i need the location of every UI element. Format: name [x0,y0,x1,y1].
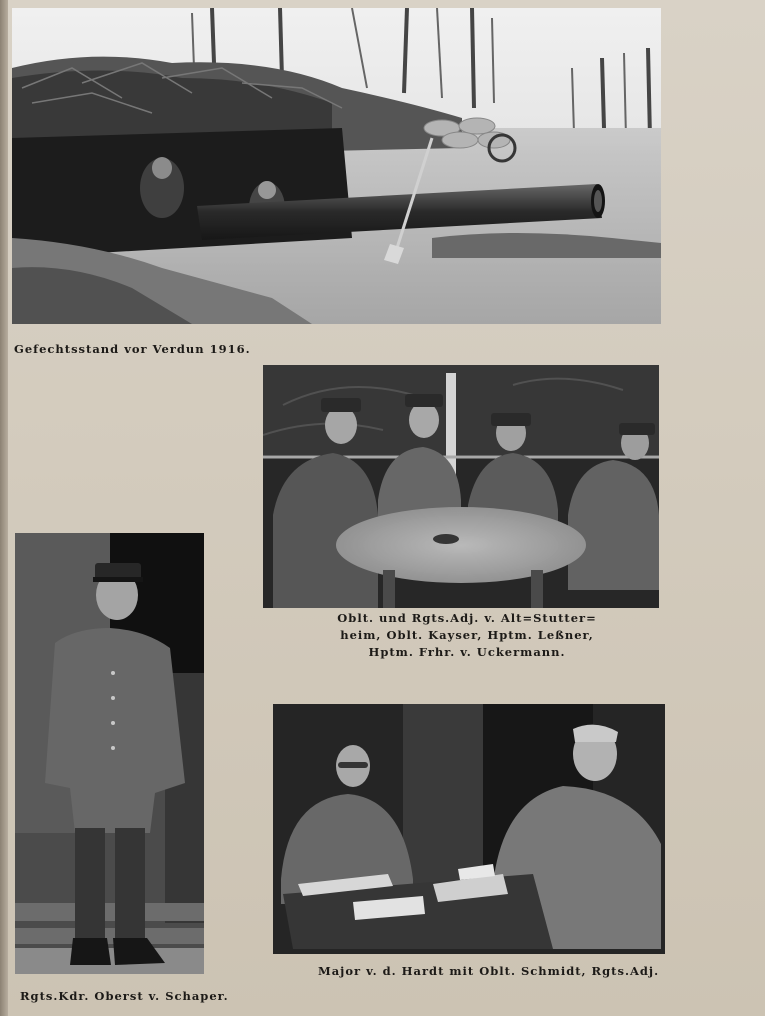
caption-major: Major v. d. Hardt mit Oblt. Schmidt, Rgts.Adj. [318,964,660,978]
photo-colonel-portrait [15,533,204,974]
caption-officers-line-2: heim, Oblt. Kayser, Hptm. Leßner, [340,628,594,642]
photo-major-desk [273,704,665,954]
photo-verdun-dugout [12,8,661,324]
caption-officers-line-1: Oblt. und Rgts.Adj. v. Alt=Stutter= [337,611,597,625]
caption-verdun: Gefechtsstand vor Verdun 1916. [14,342,251,356]
caption-officers [322,610,612,661]
photo-officers-table [263,365,659,608]
caption-colonel: Rgts.Kdr. Oberst v. Schaper. [20,989,229,1003]
caption-officers-line-3: Hptm. Frhr. v. Uckermann. [368,645,566,659]
page-binding-edge [0,0,8,1016]
